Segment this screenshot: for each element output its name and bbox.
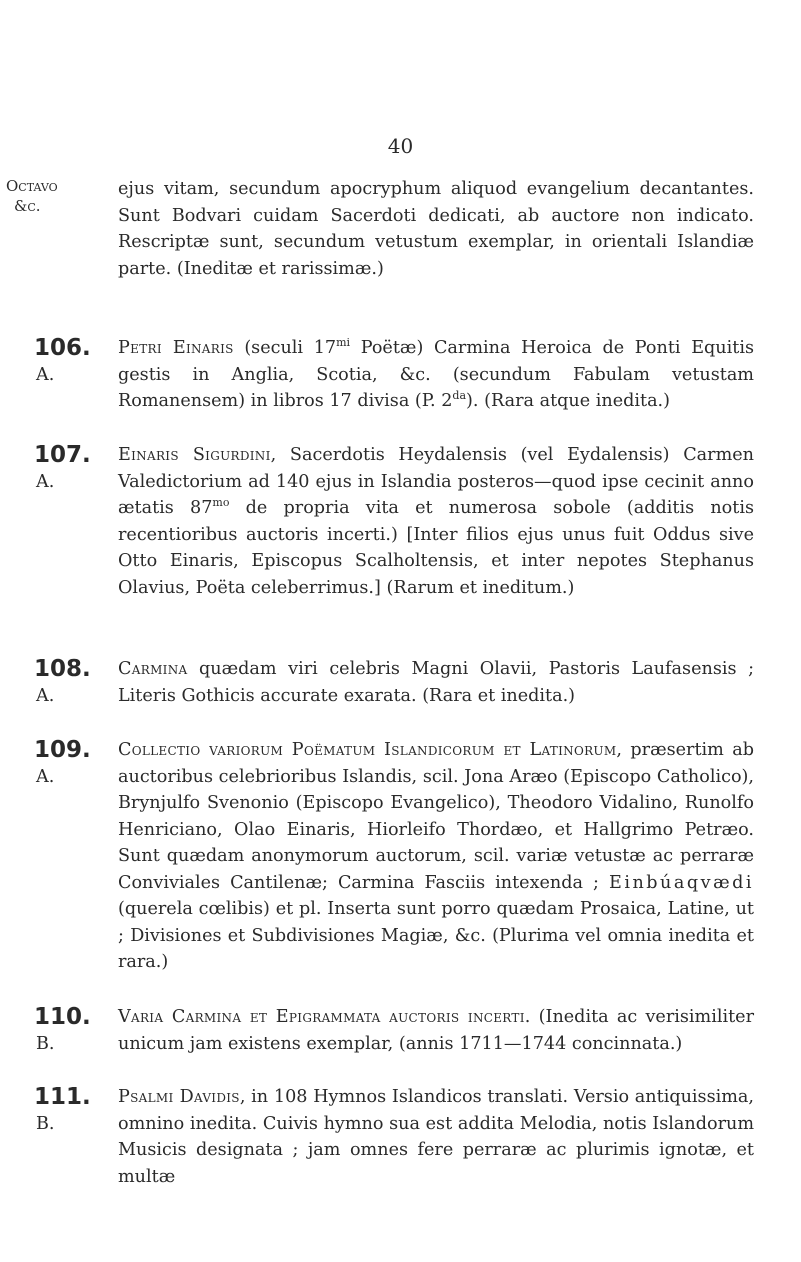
page-number: 40 (387, 134, 414, 158)
entry-class: B. (36, 1114, 55, 1134)
entry-number: 110. (34, 1004, 91, 1030)
entry-text: Einaris Sigurdini, Sacerdotis Heydalensis (vel Eydalensis) Carmen Valedictorium ad 140 ejus in Islandia posteros—quod ipse cecinit anno ætatis $87^{mo}$ de propria vita et numerosa sobole (additis notis recentioribus auctoris incerti.) [Inter filios ejus unus fuit Oddus sive Otto Einaris, Episcopus Scalholtensis, et inter nepotes Stephanus Olavius, Poëta celeberrimus.] (Rarum et ineditum.) (118, 445, 754, 598)
entry-class: A. (36, 365, 55, 385)
margin-note (6, 176, 58, 216)
intro-paragraph: ejus vitam, secundum apocryphum aliquod evangelium decantantes. Sunt Bodvari cuidam Sacerdoti dedicati, ab auctore non indicato. Rescriptæ sunt, secundum vetustum exemplar, in orientali Islandiæ parte. (Ineditæ et rarissimæ.) (118, 179, 754, 279)
entry-text: Petri Einaris (seculi $17^{mi}$ Poëtæ) Carmina Heroica de Ponti Equitis gestis in Anglia, Scotia, &c. (secundum Fabulam vetustam Romanensem) in libros 17 divisa (P. $2^{da}$). (Rara atque inedita.) (118, 336, 754, 411)
entry-author: Psalmi Davidis (118, 1087, 240, 1107)
margin-note-format: Octavo (6, 177, 58, 195)
entry-text: Collectio variorum Poëmatum Islandicorum et Latinorum, præsertim ab auctoribus celebrioribus Islandis, scil. Jona Aræo (Episcopo Catholico), Brynjulfo Svenonio (Episcopo Evangelico), Theodoro Vidalino, Runolfo Henriciano, Olao Einaris, Hiorleifo Thordæo, et Hallgrimo Petræo. Sunt quædam anonymorum auctorum, scil. variæ vetustæ ac perraræ Conviviales Cantilenæ; Carmina Fasciis intexenda ; Einbúaqvædi (querela cœlibis) et pl. Inserta sunt porro quædam Prosaica, Latine, ut ; Divisiones et Subdivisiones Magiæ, &c. (Plurima vel omnia inedita et rara.) (118, 740, 754, 972)
entry-author: Petri Einaris (118, 338, 234, 358)
entry-class: A. (36, 472, 55, 492)
entry-text: Psalmi Davidis, in 108 Hymnos Islandicos translati. Versio antiquissima, omnino inedita. Cuivis hymno sua est addita Melodia, notis Islandorum Musicis designata ; jam omnes fere perraræ ac plurimis ignotæ, et multæ (118, 1087, 754, 1187)
entry-number: 106. (34, 335, 91, 361)
margin-note-etc: &c. (14, 197, 41, 215)
entry-class: A. (36, 686, 55, 706)
entry-number: 107. (34, 442, 91, 468)
entry-number: 111. (34, 1084, 91, 1110)
entry-text: Carmina quædam viri celebris Magni Olavii, Pastoris Laufasensis ; Literis Gothicis accurate exarata. (Rara et inedita.) (118, 659, 754, 706)
entry-author: Varia Carmina et Epigrammata auctoris incerti (118, 1007, 525, 1027)
spaced-term: Einbúaqvædi (608, 872, 754, 893)
entry-text: Varia Carmina et Epigrammata auctoris incerti. (Inedita ac verisimiliter unicum jam existens exemplar, (annis 1711—1744 concinnata.) (118, 1007, 754, 1054)
entry-number: 109. (34, 737, 91, 763)
entry-author: Collectio variorum Poëmatum Islandicorum et Latinorum (118, 740, 617, 760)
entry-class: B. (36, 1034, 55, 1054)
entry-class: A. (36, 767, 55, 787)
entry-author: Einaris Sigurdini (118, 445, 271, 465)
entry-number: 108. (34, 656, 91, 682)
entry-author: Carmina (118, 659, 188, 679)
